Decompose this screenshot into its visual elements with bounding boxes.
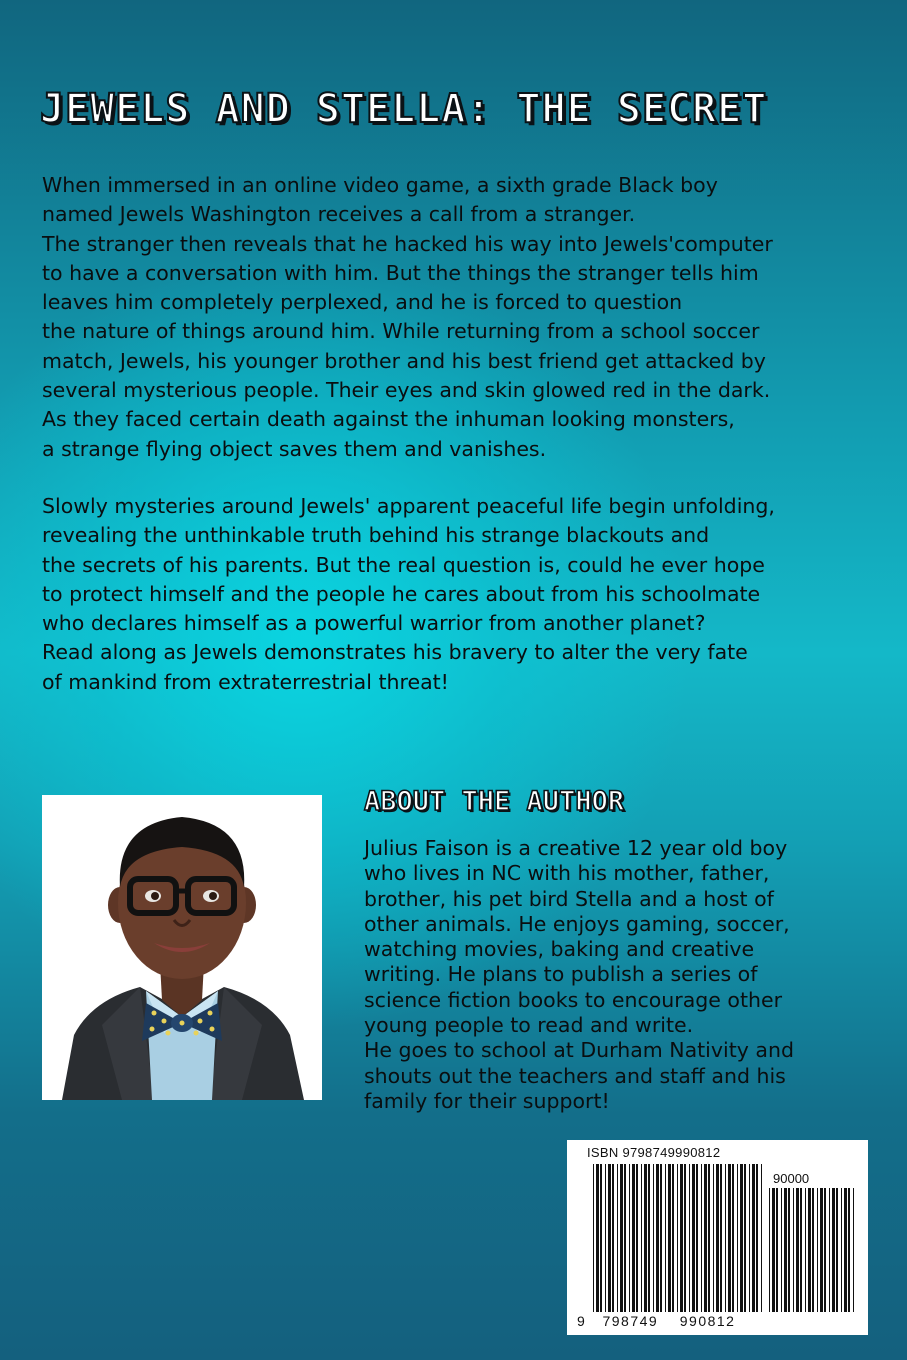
barcode-bar [740,1164,743,1312]
blurb-line: to protect himself and the people he cares about from his schoolmate [42,581,761,606]
book-title: JEWELS AND STELLA: THE SECRET [40,86,768,132]
bio-line: watching movies, baking and creative [364,937,755,962]
blurb-line: When immersed in an online video game, a sixth grade Black boy [42,173,718,197]
barcode-bar [672,1164,674,1312]
blurb-line: leaves him completely perplexed, and he is forced to question [42,290,683,315]
isbn-barcode [567,1140,868,1335]
blurb-line: revealing the unthinkable truth behind his strange blackouts and [42,523,710,548]
barcode-bar [624,1164,626,1312]
blurb-line: who declares himself as a powerful warrior from another planet? [42,611,706,636]
barcode-bar [781,1188,782,1312]
blurb-line: match, Jewels, his younger brother and his best friend get attacked by [42,348,766,373]
barcode-bar [761,1164,762,1312]
blurb-line: The stranger then reveals that he hacked his way into Jewels'computer [42,231,773,256]
bio-line: shouts out the teachers and staff and his [364,1063,786,1088]
blurb-line: to have a conversation with him. But the things the stranger tells him [42,260,759,285]
barcode-bar [793,1188,794,1312]
bio-line: who lives in NC with his mother, father, [364,861,770,886]
barcode-bar [749,1164,750,1312]
barcode-bar [752,1164,755,1312]
blurb-line: the secrets of his parents. But the real question is, could he ever hope [42,552,765,577]
barcode-bar [776,1188,778,1312]
barcode-bar [800,1188,802,1312]
barcode-bar [772,1188,775,1312]
author-illustration [42,795,322,1100]
barcode-bar [732,1164,734,1312]
blurb-line: the nature of things around him. While returning from a school soccer [42,319,760,344]
barcode-bar [608,1164,611,1312]
barcode-bar [756,1164,758,1312]
barcode-bar [720,1164,722,1312]
bio-line: other animals. He enjoys gaming, soccer, [364,911,790,936]
barcode-bar [677,1164,678,1312]
barcode-bar [820,1188,823,1312]
author-portrait [42,795,322,1100]
blurb-line: of mankind from extraterrestrial threat! [42,669,449,694]
barcode-bar [605,1164,606,1312]
barcode-bar [832,1188,835,1312]
barcode-bar [812,1188,814,1312]
barcode-bar [600,1164,602,1312]
barcode-bar [728,1164,731,1312]
barcode-bar [704,1164,707,1312]
blurb-paragraph-1 [42,171,872,464]
ean-digits [577,1313,735,1329]
isbn-label: ISBN 9798749990812 [587,1145,721,1160]
barcode-bar [689,1164,690,1312]
barcode-bar [808,1188,811,1312]
barcode-bar [593,1164,594,1312]
bio-line: science fiction books to encourage other [364,987,783,1012]
blurb-line: named Jewels Washington receives a call from a stranger. [42,202,636,227]
barcode-bar [641,1164,642,1312]
bio-line: He goes to school at Durham Nativity and [364,1038,794,1063]
barcode-bar [744,1164,746,1312]
bio-line: writing. He plans to publish a series of [364,962,758,987]
barcode-bar [696,1164,698,1312]
barcode-bar [656,1164,659,1312]
barcode-bar [636,1164,638,1312]
price-code: 90000 [773,1171,810,1186]
blurb-line: Slowly mysteries around Jewels' apparent peaceful life begin unfolding, [42,494,775,518]
barcode-bar [769,1188,770,1312]
bio-line: family for their support! [364,1088,610,1113]
bio-line: Julius Faison is a creative 12 year old boy [364,836,788,860]
barcode-bar [817,1188,818,1312]
barcode-bar [844,1188,847,1312]
barcode-bar [788,1188,790,1312]
author-bio [364,836,864,1114]
barcode-bar [660,1164,662,1312]
ean-prefix: 9 [577,1313,587,1329]
barcode-bar [680,1164,683,1312]
barcode-bar [684,1164,686,1312]
barcode-bar [668,1164,671,1312]
barcode-bar [653,1164,654,1312]
barcode-bar [617,1164,618,1312]
barcode-bar [824,1188,826,1312]
barcode-bar [805,1188,806,1312]
barcode-bar [629,1164,630,1312]
about-author-heading: ABOUT THE AUTHOR [364,786,625,817]
barcode-bar [784,1188,787,1312]
barcode-bar [612,1164,614,1312]
blurb-line: a strange flying object saves them and vanishes. [42,436,547,461]
blurb-line: As they faced certain death against the inhuman looking monsters, [42,407,735,432]
barcode-bar [692,1164,695,1312]
ean-left: 798749 [602,1313,659,1329]
barcode-bar [841,1188,842,1312]
barcode-bar [836,1188,838,1312]
barcode-bar [644,1164,647,1312]
barcode-bar [665,1164,666,1312]
barcode-bar [853,1188,854,1312]
barcode-bar [713,1164,714,1312]
barcode-bar [708,1164,710,1312]
barcode-bar [796,1188,799,1312]
barcode-bar [725,1164,726,1312]
bio-line: brother, his pet bird Stella and a host of [364,886,774,911]
barcode-bar [620,1164,623,1312]
barcode-bar [701,1164,702,1312]
ean-right: 990812 [679,1313,736,1329]
barcode-bars-icon [567,1140,868,1335]
barcode-bar [829,1188,830,1312]
barcode-bar [596,1164,599,1312]
barcode-bar [737,1164,738,1312]
barcode-bar [716,1164,719,1312]
barcode-bar [632,1164,635,1312]
barcode-bar [848,1188,850,1312]
bio-line: young people to read and write. [364,1013,694,1038]
blurb-line: several mysterious people. Their eyes and skin glowed red in the dark. [42,378,771,403]
blurb-paragraph-2 [42,492,872,697]
blurb-line: Read along as Jewels demonstrates his bravery to alter the very fate [42,640,748,665]
barcode-bar [648,1164,650,1312]
